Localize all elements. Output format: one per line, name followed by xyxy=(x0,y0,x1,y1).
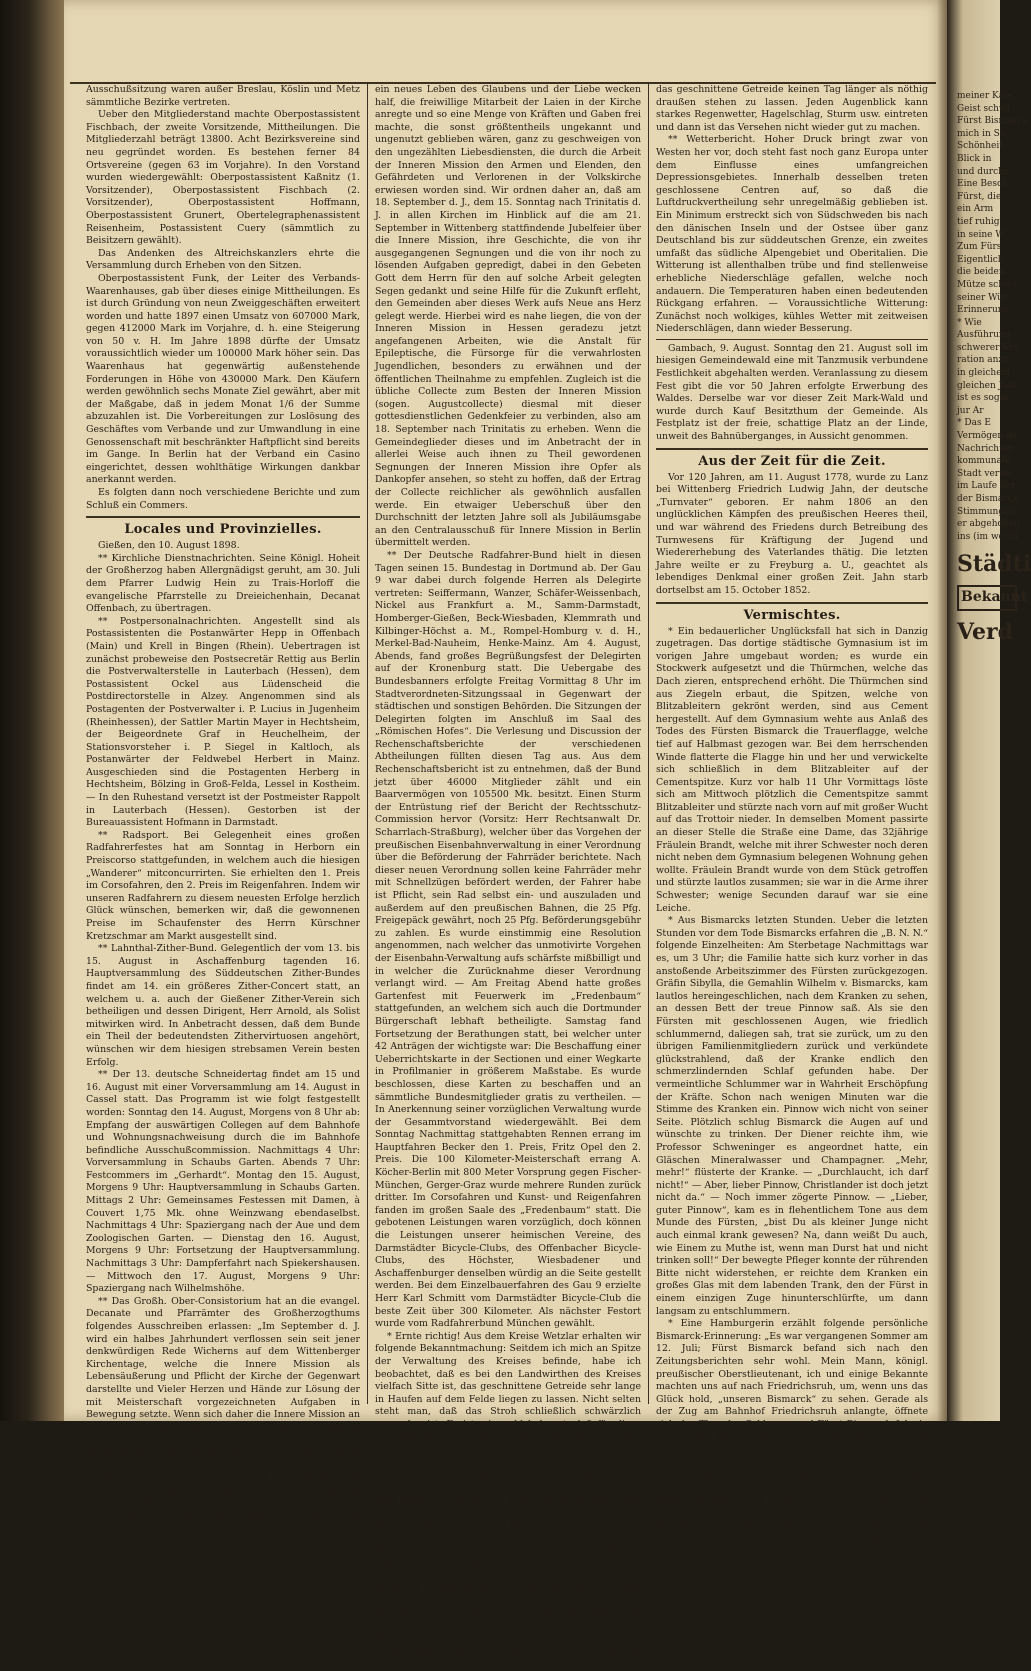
strip-line: ration anzu xyxy=(957,355,1009,366)
strip-line: Blick in xyxy=(957,153,992,164)
strip-line: * Wie xyxy=(957,317,982,328)
article-text: das geschnittene Getreide keinen Tag länger als nöthig draußen stehen zu lassen. Jeden Augenblick kann starkes Regenwetter, Hagelschlag, Sturm usw. eintreten und dann ist das Versehen nicht wieder gut zu machen. xyxy=(656,84,928,133)
strip-line: Eine Besch xyxy=(957,179,1008,190)
strip-line: gleichen Jahr xyxy=(957,380,1018,391)
article-text: * Eine Hamburgerin erzählt folgende persönliche Bismarck-Erinnerung: „Es war vergangenen Sommer am 12. Juli; Fürst Bismarck befand sich nach den Zeitungsberichten sehr wohl. Mein Mann, königl. preußischer Oberstlieutenant, ich und einige Bekannte machten uns auf nach Friedrichsruh, um, wenn uns das Glück hold, „unseren Bismarck“ zu sehen. Gerade als der Zug am Bahnhof Friedrichsruh anlangte, öffnete sich das Thor des Schlosses und Fürst Bismarck fuhr in seinen Wald. Wir erhaschten nur noch einen Gruß. Nun hieß es warten, bis des Fürsten Fahrt beendet, was in zwei Stunden, wie uns gesagt wurde, der Fall sein würde. Viele Menschen, wie ja stets, warteten auf das Wiedererscheinen des Altverehrten, die Damen mit Blumensträußen und die Herren mit photographischen Apparaten. Ich hatte nichts, als nur meine grenzenlose Erwartung und meine Sehnsucht, mein Ideal einen deutschen Mannes so recht nah von Angesicht zu Angesicht sehen zu können. In xyxy=(656,1318,928,1556)
strip-line: mich in Sh xyxy=(957,128,1006,139)
strip-line: Fürst, die xyxy=(957,191,1002,202)
article-text: ** Wetterbericht. Hoher Druck bringt zwar von Westen her vor, doch steht fast noch ganz Europa unter dem Einflusse eines umfangreichen Depressionsgebietes. Innerhalb desselben treten geschlossene Centren auf, so daß die Luftdruckvertheilung sehr unregelmäßig geblieben ist. Ein Minimum erstreckt sich von Südschweden bis nach den dänischen Inseln und der Ostsee über ganz Deutschland bis zur süddeutschen Grenze, ein zweites umfaßt das südliche Alpengebiet und Oberitalien. Die Witterung ist allenthalben trübe und find stellenweise erhebliche Niederschläge gefallen, welche noch andauern. Die Temperaturen haben einen bedeutenden Rückgang erfahren. — Voraussichtliche Witterung: Zunächst noch wolkiges, kühles Wetter mit zeitweisen Niederschlägen, dann wieder Besserung. xyxy=(656,134,928,335)
article-text: Ausschußsitzung waren außer Breslau, Köslin und Metz sämmtliche Bezirke vertreten. xyxy=(86,84,360,108)
section-rule xyxy=(656,602,928,604)
strip-heading: Verd xyxy=(957,619,1014,646)
strip-line: Nachrichten xyxy=(957,443,1014,454)
newspaper-page xyxy=(64,0,947,1670)
article-text: Vor 120 Jahren, am 11. August 1778, wurde zu Lanz bei Wittenberg Friedrich Ludwig Jahn, der deutsche „Turnvater“ geboren. Er nahm 1806 an den unglücklichen Kämpfen des preußischen Heeres theil, und war während des Friedens durch Betreibung des Turnwesens für Kräftigung der Jugend und Wiedererhebung des Vaterlandes thätig. Die letzten Jahre weilte er zu Freyburg a. U., geachtet als lebendiges Denkmal einer großen Zeit. Jahn starb dortselbst am 15. October 1852. xyxy=(656,471,928,596)
article-text: ** Lahnthal-Zither-Bund. Gelegentlich der vom 13. bis 15. August in Aschaffenburg tagenden 16. Hauptversammlung des Süddeutschen Zither-Bundes findet am 14. ein größeres Zither-Concert statt, an welchem u. a. auch der Gießener Zither-Verein sich betheiligen und dessen Dirigent, Herr Arnold, als Solist mitwirken wird. In Anbetracht dessen, daß dem Bunde ein Theil der bedeutendsten Zithervirtuosen angehört, wünschen wir dem hiesigen strebsamen Verein besten Erfolg. xyxy=(86,943,360,1068)
strip-line: der Bismarck xyxy=(957,494,1019,504)
article-text: ein neues Leben des Glaubens und der Liebe wecken half, die freiwillige Mitarbeit der Laien in der Kirche anregte und so eine Menge von Kräften und Gaben frei machte, die sonst größtentheils ungekannt und ungenutzt geblieben wären, ganz zu geschweigen von den ungezählten Liebesdiensten, die durch die Arbeit der Inneren Mission den Armen und Elenden, den Gefährdeten und Verlorenen in der Volkskirche erwiesen worden sind. Wir ordnen daher an, daß am 18. September d. J., dem 15. Sonntag nach Trinitatis d. J. in allen Kirchen im Hinblick auf die am 21. September in Wittenberg stattfindende Jubelfeier über die Innere Mission, ihre Geschichte, die von ihr ausgegangenen Segnungen und die von ihr noch zu lösenden Aufgaben gepredigt, dabei in den Gebeten Gott dem Herrn für den auf solche Arbeit gelegten Segen gedankt und seine Hilfe für die Zukunft erfleht, den Gemeinden aber dieses Werk aufs Neue ans Herz gelegt werde. Hierbei wird es nahe liegen, die von der Inneren Mission in Hessen geradezu jetzt angefangenen Arbeiten, wie die Anstalt für Epileptische, die Fürsorge für die verwahrlosten Jugendlichen, besonders zu erwähnen und der öffentlichen Theilnahme zu empfehlen. Zugleich ist die übliche Collecte zum Besten der Inneren Mission (sogen. Augustcollecte) diesmal mit dieser gottesdienstlichen Gedenkfeier zu verbinden, also am 18. September nach Trinitatis zu erheben. Wenn die Gemeindeglieder dieses und im Anbetracht der in allerlei Weise auch ihnen zu Theil gewordenen Segnungen der Inneren Mission ihre Opfer als Dankopfer ansehen, so steht zu hoffen, daß der Ertrag der Collecte reichlicher als gewöhnlich ausfallen werde. Ein etwaiger Ueberschuß über den Durchschnitt der letzten Jahre soll als Jubiläumsgabe an den Centralausschuß für Innere Mission in Berlin übermittelt werden. xyxy=(375,84,641,549)
strip-line: ist es sogar xyxy=(957,393,1010,404)
column-3 xyxy=(656,84,928,1556)
strip-line: Fürst Bismarck xyxy=(957,116,1028,127)
article-text: ** Der 13. deutsche Schneidertag findet am 15 und 16. August mit einer Vorversammlung am 14. August in Cassel statt. Das Programm ist wie folgt festgestellt worden: Sonntag den 14. August, Morgens von 8 Uhr ab: Empfang der auswärtigen Collegen auf dem Bahnhofe und Wohnungsnachweisung durch die im Bahnhofe befindliche Ausschußcommission. Nachmittags 4 Uhr: Vorversammlung in Schaubs Garten. Abends 7 Uhr: Festcommers im „Gerhardt“. Montag den 15. August, Morgens 9 Uhr: Hauptversammlung in Schaubs Garten. Mittags 2 Uhr: Gemeinsames Festessen mit Damen, à Couvert 1,75 Mk. ohne Weinzwang ebendaselbst. Nachmittags 4 Uhr: Spaziergang nach der Aue und dem Zoologischen Garten. — Dienstag den 16. August, Morgens 9 Uhr: Fortsetzung der Hauptversammlung. Nachmittags 3 Uhr: Dampferfahrt nach Spiekershausen. — Mittwoch den 17. August, Morgens 9 Uhr: Spaziergang nach Wilhelmshöhe. xyxy=(86,1069,360,1295)
strip-line: Stimmungen xyxy=(957,506,1016,517)
article-text: ** Radsport. Bei Gelegenheit eines großen Radfahrerfestes hat am Sonntag in Herborn ein Preiscorso stattgefunden, in welchem auch die hiesigen „Wanderer“ mitconcurrirten. Sie erhielten den 1. Preis im Corsofahren, den 2. Preis im Reigenfahren. Indem wir unseren Radfahrern zu diesem neuesten Erfolge herzlich Glück wünschen, bemerken wir, daß die gewonnenen Preise im Schaufenster des Herrn Kürschner Kretzschmar am Markt ausgestellt sind. xyxy=(86,829,360,942)
strip-line: Schönheit. xyxy=(957,141,1006,152)
scan-binding-edge xyxy=(0,0,64,1421)
strip-line: * Das E xyxy=(957,418,991,429)
strip-line: Stadt verwa xyxy=(957,468,1013,479)
section-rule xyxy=(656,448,928,450)
strip-line: Geist schwi xyxy=(957,103,1010,114)
adjacent-page-text xyxy=(957,90,1031,653)
strip-line: jur Ar xyxy=(957,405,984,416)
strip-box: Bekannt xyxy=(957,585,1017,611)
strip-line: ins (im wörtli xyxy=(957,531,1018,542)
strip-line: in seine W xyxy=(957,229,1005,240)
strip-line: schwerer Krx xyxy=(957,342,1019,353)
article-text: Das Andenken des Altreichskanzlers ehrte die Versammlung durch Erheben von den Sitzen. xyxy=(86,247,360,272)
strip-line: tief ruhig xyxy=(957,216,1000,227)
section-rule xyxy=(86,516,360,518)
strip-line: im Laufe der xyxy=(957,481,1016,492)
article-text: ** Kirchliche Dienstnachrichten. Seine Königl. Hoheit der Großherzog haben Allergnädigst geruht, am 30. Juli dem Pfarrer Ludwig Hein zu Trais-Horloff die evangelische Pfarrstelle zu Dreieichenhain, Decanat Offenbach, zu übertragen. xyxy=(86,552,360,615)
strip-line: und durchs xyxy=(957,166,1009,177)
strip-line: Zum Fürs xyxy=(957,242,1002,253)
strip-line: in gleichem xyxy=(957,368,1011,379)
strip-line: Eigentlich xyxy=(957,254,1004,265)
article-text: Es folgten dann noch verschiedene Berichte und zum Schluß ein Commers. xyxy=(86,487,360,511)
column-2 xyxy=(375,84,641,1670)
adjacent-page-strip xyxy=(947,0,1031,1421)
strip-line: meiner Käfe xyxy=(957,91,1013,101)
article-text: Oberpostassistent Funk, der Leiter des Verbands-Waarenhauses, gab über dieses einige Mittheilungen. Es ist durch Gründung von neun Zweiggeschäften erweitert worden und hatte 1897 einen Umsatz von 607000 Mark, gegen 412000 Mark im Vorjahre, d. h. eine Steigerung von 50 v. H. Im Jahre 1898 dürfte der Umsatz voraussichtlich wieder um 100000 Mark höher sein. Das Waarenhaus hat gegenwärtig außenstehende Forderungen in Höhe von 430000 Mark. Den Käufern werden gewöhnlich sechs Monate Ziel gewährt, aber mit der Maßgabe, daß in jedem Monat 1/6 der Summe abzuzahlen ist. Die Vorbereitungen zur Loslösung des Geschäftes vom Verbande und zur Umwandlung in eine Genossenschaft mit beschränkter Haftpflicht sind bereits im Gange. In Berlin hat der Verband ein Casino eingerichtet, dessen wohlthätige Wirkungen dankbar anerkannt werden. xyxy=(86,272,360,486)
strip-line: kommunale xyxy=(957,456,1011,467)
strip-line: Erinnerung xyxy=(957,305,1010,316)
column-divider-2 xyxy=(648,84,649,1404)
column-1 xyxy=(86,84,360,1534)
strip-line: die beiden xyxy=(957,267,1005,278)
column-divider-1 xyxy=(367,84,368,1404)
article-text: * Aus Bismarcks letzten Stunden. Ueber die letzten Stunden vor dem Tode Bismarcks erfahren die „B. N. N.“ folgende Einzelheiten: Am Sterbetage Nachmittags war es, um 3 Uhr; die Familie hatte sich kurz vorher in das anstoßende Arbeitszimmer des Fürsten zurückgezogen. Gräfin Sibylla, die Gemahlin Wilhelm v. Bismarcks, kam lautlos hereingeschlichen, nach dem Kranken zu sehen, an dessen Bett der treue Pinnow saß. Als sie den Fürsten mit geschlossenen Augen, wie friedlich schlummernd, daliegen sah, trat sie zurück, um zu den übrigen Familienmitgliedern zurück und verkündete glückstrahlend, daß der Kranke endlich den schmerzlindernden Schlaf gefunden habe. Der vermeintliche Schlummer war in Wahrheit Erschöpfung der Kräfte. Schon nach wenigen Minuten war die Stimme des Kranken ein. Pinnow wich nicht von seiner Seite. Plötzlich schlug Bismarck die Augen auf und wünschte zu trinken. Der Diener reichte ihm, wie Professor Schweninger es angeordnet hatte, ein Gläschen Mineralwasser und Champagner. „Mehr, mehr!“ flüsterte der Kranke. — „Durchlaucht, ich darf nicht!“ — Aber, lieber Pinnow, Christlander ist doch jetzt nicht da.“ — Noch immer zögerte Pinnow. — „Lieber, guter Pinnow“, kam es in flehentlichem Tone aus dem Munde des Fürsten, „bist Du als kleiner Junge nicht auch einmal krank gewesen? Na, dann weißt Du auch, wie Einem zu Muthe ist, wenn man Durst hat und nicht trinken soll!“ Der bewegte Pfleger konnte der rührenden Bitte nicht widerstehen, er reichte dem Kranken ein großes Glas mit dem labenden Trank, den der Fürst in einem einzigen Zuge hinunterschlürfte, um dann langsam zu entschlummern. xyxy=(656,915,928,1317)
section-heading-zeit: Aus der Zeit für die Zeit. xyxy=(698,453,886,469)
strip-heading: Städti xyxy=(957,551,1031,578)
article-text: ** Postpersonalnachrichten. Angestellt sind als Postassistenten die Postanwärter Hepp in Offenbach (Main) und Krell in Bingen (Rhein). Uebertragen ist zunächst probeweise den Postsecretär Rettig aus Berlin die Postverwalterstelle in Lauterbach (Hessen), dem Postassistent Ockel aus Lüdenscheid die Postdirectorstelle in Alzey. Angenommen sind als Postagenten der Postverwalter i. P. Lucius in Jugenheim (Rheinhessen), der Sattler Martin Mayer in Hechtsheim, der Beigeordnete Graf in Heuchelheim, der Stationsvorsteher i. P. Siegel in Kaltloch, als Postanwärter der Feldwebel Herbert in Mainz. Ausgeschieden sind die Postagenten Herberg in Hechtsheim, Bölzing in Groß-Felda, Lessel in Kostheim. — In den Ruhestand versetzt ist der Postmeister Rappolt in Lauterbach (Hessen). Gestorben ist der Bureauassistent Hofmann in Darmstadt. xyxy=(86,615,360,829)
strip-line: Ausführung xyxy=(957,330,1011,341)
section-rule xyxy=(656,339,928,340)
strip-line: Mütze schwe xyxy=(957,279,1018,290)
article-text: * Ernte richtig! Aus dem Kreise Wetzlar erhalten wir folgende Bekanntmachung: Seitdem ich mich an Spitze der Verwaltung des Kreises befinde, habe ich beobachtet, daß es bei den Landwirthen des Kreises vielfach Sitte ist, das geschnittene Getreide sehr lange in Haufen auf dem Felde liegen zu lassen. Nicht selten steht man, daß das Stroh schließlich schwärzlich geworden ist. Es ist mir wohl bekannt, daß für diese Gewohnheit verschiedene Gründe angeführt werden, die aber meist ganz und gar nicht stichhaltig sind. Denn es kann keinem Zweifel unterliegen, daß das Stroh durch dieses Stehenlassen sehr entwerthet wird; es werden aus ihm zu viel Futterstoffe durch Sonne und Regen ausgelaugt, daß der Nährwerth bedeutend herabsinkt. Nicht geringer ist der Schaden an den Körnern. Schon vor der Einerntung und bei dieser selbst fallen die Körner in großer Anzahl aus. Besonders schlimm ist dies, wenn eine anhaltende Regenzeit eintritt, davon zu schweigen, daß die Körner dann auch zu keimen beginnen. Der angebliche Vortheil, daß das Ausdreschen des Getreides nach dem langen Stehen leichter sei, kann gegenüber jenem Schaden doch gar nicht ins Gewicht fallen. Indem ich darauf hinweise, daß in anderen Gegenden mit kleinbäuerlicher Bevölkerung der hiesige Gebrauch längst abgeschafft ist, lege ich jedem Landwirth dringend ans Herz, xyxy=(375,1330,641,1670)
strip-line: Vermögen de xyxy=(957,431,1018,442)
article-text: Gambach, 9. August. Sonntag den 21. August soll im hiesigen Gemeindewald eine mit Tanzmusik verbundene Festlichkeit abgehalten werden. Veranlassung zu diesem Fest gibt die vor 50 Jahren erfolgte Erwerbung des Waldes. Derselbe war vor dieser Zeit Mark-Wald und wurde durch Kauf Besitzthum der Gemeinde. Als Festplatz ist der freie, schattige Platz an der Linde, unweit des Bahnüberganges, in Aussicht genommen. xyxy=(656,342,928,443)
article-text: ** Das Großh. Ober-Consistorium hat an die evangel. Decanate und Pfarrämter des Großherzogthums folgendes Ausschreiben erlassen: „Im September d. J. wird ein halbes Jahrhundert verflossen sein seit jener denkwürdigen Rede Wicherns auf dem Wittenberger Kirchentage, welche die Innere Mission als Lebensäußerung und Pflicht der Kirche der Gegenwart darstellte und Vieler Herzen und Hände zur Lösung der mit Meisterschaft vorgezeichneten Aufgaben in Bewegung setzte. Wenn sich daher die Innere Mission an diesem Gedenktag an ihre unter Gottes gnädigem Beistand und Segen seitdem immer mächtiger erfolgte Ausbreitung und Ausgestaltung anschickt, ihren Jubiläumstag am 21. September d. J. in Wittenberg zu begehen, so will es sich für die evangelischen Landeskirchen gleichfalls geziemen, dieses Tages in feierlicher Weise zu gedenken. Ihnen ist die Innere Mission unstreitig zum großen Segen geworden, indem sie xyxy=(86,1295,360,1534)
section-heading-locales: Locales und Provinzielles. xyxy=(124,522,322,538)
strip-line: seiner Wür xyxy=(957,292,1008,303)
strip-line: er abgehoben xyxy=(957,519,1020,530)
dateline: Gießen, den 10. August 1898. xyxy=(98,540,240,552)
section-heading-vermischtes: Vermischtes. xyxy=(743,607,841,623)
article-text: * Ein bedauerlicher Unglücksfall hat sich in Danzig zugetragen. Das dortige städtische Gymnasium ist im vorigen Jahre umgebaut worden; es wurde ein Stockwerk aufgesetzt und die Thürmchen, welche das Dach zieren, entsprechend erhöht. Die Thürmchen sind aus Ziegeln erbaut, die Spitzen, welche von Blitzableitern gekrönt werden, sind aus Cement hergestellt. Auf dem Gymnasium wehte aus Anlaß des Todes des Fürsten Bismarck die Trauerflagge, welche tief auf Halbmast gezogen war. Bei dem herrschenden Winde flatterte die Flagge hin und her und verwickelte sich schließlich in dem Blitzableiter auf der Cementspitze. Kurz vor halb 11 Uhr Vormittags löste sich am Mittwoch plötzlich die Cementspitze sammt Blitzableiter und stürzte nach vorn auf mit großer Wucht auf das Trottoir nieder. In demselben Moment passirte an dieser Stelle die Straße eine Dame, das 32jährige Fräulein Brandt, welche mit ihrer Schwester noch deren nicht neben dem Gymnasium belegenen Wohnung gehen wollte. Fräulein Brandt wurde von dem Stück getroffen und stürzte lautlos zusammen; sie war in die Arme ihrer Schwester; wenige Secunden darauf war sie eine Leiche. xyxy=(656,625,928,914)
article-text: ** Der Deutsche Radfahrer-Bund hielt in diesen Tagen seinen 15. Bundestag in Dortmund ab. Der Gau 9 war dabei durch folgende Herren als Delegirte vertreten: Seiffermann, Wanzer, Schäfer-Weissenbach, Nickel aus Frankfurt a. M., Samm-Darmstadt, Homberger-Gießen, Beck-Wiesbaden, Klemmrath und Kilbinger-Höchst a. M., Rompel-Homburg v. d. H., Merkel-Bad-Nauheim, Henke-Mainz. Am 4. August, Abends, fand großes Begrüßungsfest der Delegirten auf der Kronenburg statt. Die Uebergabe des Bundesbanners erfolgte Freitag Vormittag 8 Uhr im Stadtverordneten-Sitzungssaal in Gegenwart der städtischen und sonstigen Behörden. Die Sitzungen der Delegirten folgten im Anschluß im Saal des „Römischen Hofes“. Die Verlesung und Discussion der Rechenschaftsberichte der verschiedenen Abtheilungen füllten diesen Tag aus. Aus dem Rechenschaftsbericht ist zu entnehmen, daß der Bund jetzt über 46000 Mitglieder zählt und ein Baarvermögen von 105500 Mk. besitzt. Einen Sturm der Entrüstung rief der Bericht der Rechtsschutz-Commission hervor (Vorsitz: Herr Rechtsanwalt Dr. Scharrlach-Straßburg), welcher über das Vorgehen der preußischen Eisenbahnverwaltung in einer Verordnung über die Beförderung der Fahrräder berichtete. Nach dieser neuen Verordnung sollen keine Fahrräder mehr mit Schnellzügen befördert werden, der Fahrer habe ist Pflicht, sein Rad selbst ein- und auszuladen und außerdem auf den preußischen Bahnen, die 25 Pfg. Freigepäck gewährt, noch 25 Pfg. Beförderungsgebühr zu zahlen. Es wurde einstimmig eine Resolution angenommen, nach welcher das unmotivirte Vorgehen der Eisenbahn-Verwaltung aufs schärfste mißbilligt und in welcher die Zurücknahme dieser Verordnung verlangt wird. — Am Freitag Abend hatte großes Gartenfest mit Feuerwerk im „Fredenbaum“ stattgefunden, an welchem sich auch die Dortmunder Bürgerschaft lebhaft betheiligte. Samstag fand Fortsetzung der Berathungen statt, bei welcher unter 42 Anträgen der wichtigste war: Die Beschaffung einer Ueberrichtskarte in der Sectionen und einer Wegkarte in Profilmanier in größerem Maßstabe. Es wurde beschlossen, diese Karten zu beschaffen und an sämmtliche Bundesmitglieder gratis zu vertheilen. — In Anerkennung seiner vorzüglichen Verwaltung wurde der Gesammtvorstand wiedergewählt. Bei dem Sonntag Nachmittag stattgehabten Rennen errang im Hauptfahren Becker den 1. Preis, Fritz Opel den 2. Preis. Die 100 Kilometer-Meisterschaft errang A. Köcher-Berlin mit 800 Meter Vorsprung gegen Fischer-München, Gerger-Graz wurde mehrere Runden zurück dritter. Im Corsofahren und Kunst- und Reigenfahren fanden im großen Saale des „Fredenbaum“ statt. Die gebotenen Leistungen waren vorzüglich, doch können die Leistungen unserer heimischen Vereine, des Darmstädter Bicycle-Clubs, des Offenbacher Bicycle-Clubs, des Höchster, Wiesbadener und Aschaffenburger denselben würdig an die Seite gestellt werden. Bei dem Einzelbauerfahren des Gau 9 erzielte Herr Karl Schmitt vom Darmstädter Bicycle-Club die beste Zeit über 300 Kilometer. Als nächster Festort wurde vom Radfahrerbund München gewählt. xyxy=(375,549,641,1330)
strip-line: ein Arm xyxy=(957,204,994,215)
fold-shadow xyxy=(937,0,947,1421)
article-text: Ueber den Mitgliederstand machte Oberpostassistent Fischbach, der zweite Vorsitzende, Mittheilungen. Die Mitgliederzahl beträgt 13800. Acht Bezirksvereine sind neu gegründet worden. Es bestehen ferner 84 Ortsvereine (gegen 63 im Vorjahre). In den Vorstand wurden wiedergewählt: Oberpostassistent Kaßnitz (1. Vorsitzender), Oberpostassistent Fischbach (2. Vorsitzender), Oberpostassistent Hoffmann, Oberpostassistent Grunert, Obertelegraphenassistent Reisenheim, Postassistent Cuery (sämmtlich zu Beisitzern gewählt). xyxy=(86,109,360,247)
